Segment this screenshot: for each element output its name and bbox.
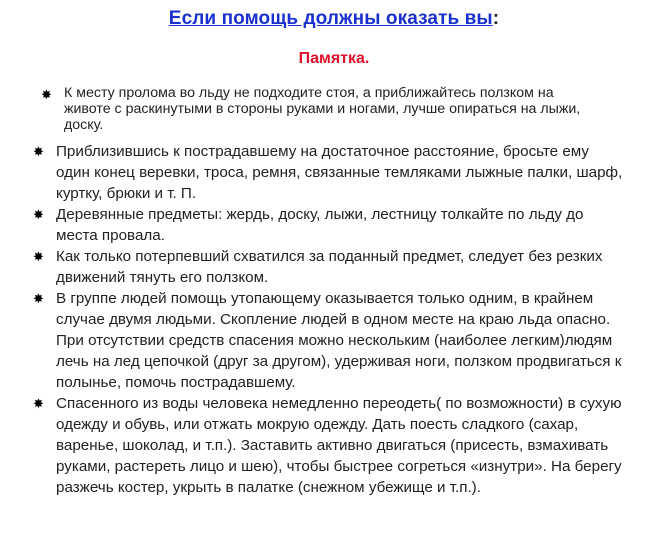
- page-subtitle: Памятка.: [298, 50, 370, 67]
- asterisk-bullet-icon: ✸: [33, 396, 44, 411]
- asterisk-bullet-icon: ✸: [33, 207, 44, 222]
- list-item-text: Деревянные предметы: жердь, доску, лыжи, лестницу толкайте по льду до места провала.: [56, 206, 584, 244]
- list-item-text: В группе людей помощь утопающему оказывается только одним, в крайнем случае двумя людьми. Скопление людей в одном месте на краю льда опасно. При отсутствии средств спасения можно нескольким (наиболее легким)людям лечь на лед цепочкой (друг за другом), удерживая ноги, ползком продвигаться к полынье, помочь пострадавшему.: [56, 290, 622, 391]
- asterisk-bullet-icon: ✸: [33, 249, 44, 264]
- page-title-colon: :: [492, 8, 500, 29]
- list-item-text: Как только потерпевший схватился за поданный предмет, следует без резких движений тянуть его ползком.: [56, 248, 603, 286]
- asterisk-bullet-icon: ✸: [33, 291, 44, 306]
- asterisk-bullet-icon: ✸: [41, 87, 52, 102]
- list-item-text: Спасенного из воды человека немедленно переодеть( по возможности) в сухую одежду и обувь, или отжать мокрую одежду. Дать поесть сладкого (сахар, варенье, шоколад, и т.п.). Заставить активно двигаться (присесть, взмахивать руками, растереть лицо и шею), чтобы быстрее согреться «изнутри». На берегу разжечь костер, укрыть в палатке (снежном убежище и т.п.).: [56, 395, 622, 496]
- list-item-text: К месту пролома во льду не подходите стоя, а приближайтесь ползком на животе с раскинутыми в стороны руками и ногами, лучше опираться на лыжи, доску.: [64, 85, 581, 133]
- asterisk-bullet-icon: ✸: [33, 144, 44, 159]
- page-title-text: Если помощь должны оказать вы: [168, 8, 493, 29]
- list-item-text: Приблизившись к пострадавшему на достаточное расстояние, бросьте ему один конец веревки, троса, ремня, связанные темляками лыжные палки, шарф, куртку, брюки и т. П.: [56, 143, 623, 202]
